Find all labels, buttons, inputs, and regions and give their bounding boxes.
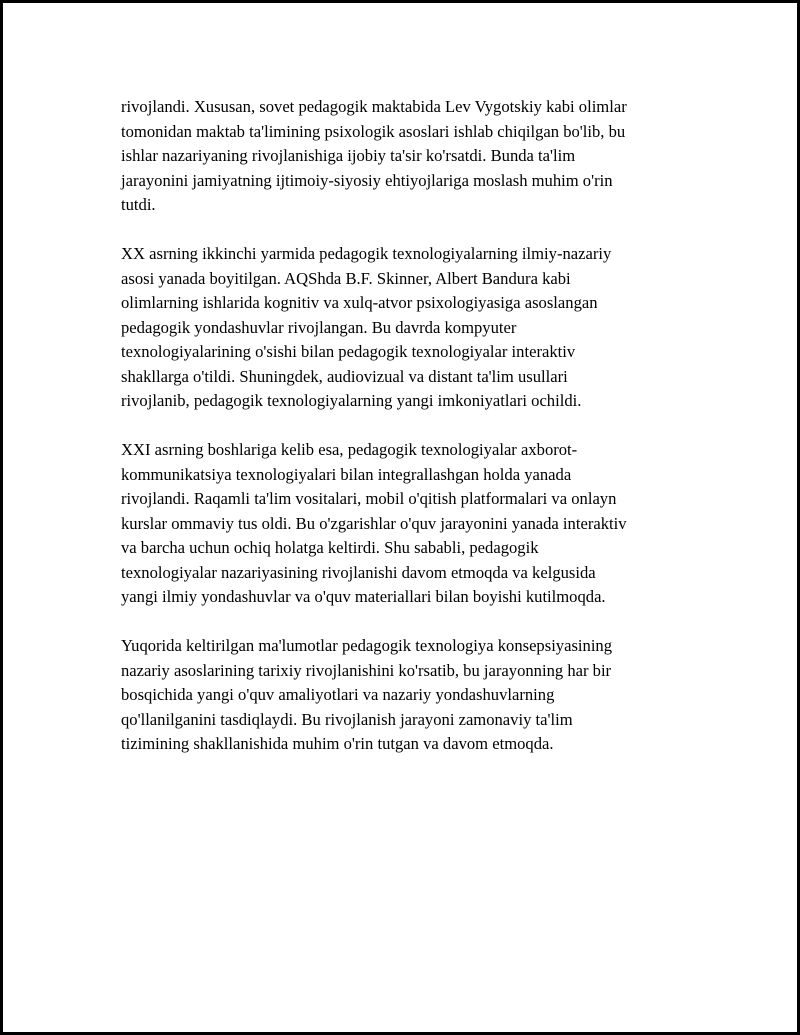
paragraph-3 — [121, 438, 701, 610]
text-line: texnologiyalarining o'sishi bilan pedagogik texnologiyalar interaktiv — [121, 342, 576, 361]
text-line: shakllarga o'tildi. Shuningdek, audiovizual va distant ta'lim usullari — [121, 366, 568, 386]
text-line: XX asrning ikkinchi yarmida pedagogik texnologiyalarning ilmiy-nazariy — [121, 244, 612, 263]
text-line: ishlar nazariyaning rivojlanishiga ijobiy ta'sir ko'rsatdi. Bunda ta'lim — [121, 146, 576, 165]
text-line: tomonidan maktab ta'limining psixologik asoslari ishlab chiqilgan bo'lib, bu — [121, 121, 626, 141]
paragraph-1 — [121, 95, 701, 218]
text-line: tutdi. — [121, 195, 156, 214]
text-line: asosi yanada boyitilgan. AQShda B.F. Skinner, Albert Bandura kabi — [121, 268, 571, 288]
text-line: rivojlandi. Xususan, sovet pedagogik maktabida Lev Vygotskiy kabi olimlar — [121, 97, 627, 116]
text-line: XXI asrning boshlariga kelib esa, pedagogik texnologiyalar axborot- — [121, 440, 578, 459]
text-line: rivojlanib, pedagogik texnologiyalarning yangi imkoniyatlari ochildi. — [121, 391, 582, 410]
text-line: kurslar ommaviy tus oldi. Bu o'zgarishlar o'quv jarayonini yanada interaktiv — [121, 513, 627, 533]
text-line: olimlarning ishlarida kognitiv va xulq-atvor psixologiyasiga asoslangan — [121, 293, 598, 312]
text-line: va barcha uchun ochiq holatga keltirdi. Shu sababli, pedagogik — [121, 538, 539, 557]
paragraph-4 — [121, 634, 701, 757]
text-line: nazariy asoslarining tarixiy rivojlanishini ko'rsatib, bu jarayonning har bir — [121, 660, 612, 680]
text-line: rivojlandi. Raqamli ta'lim vositalari, mobil o'qitish platformalari va onlayn — [121, 489, 617, 508]
document-body — [121, 95, 701, 781]
text-line: pedagogik yondashuvlar rivojlangan. Bu davrda kompyuter — [121, 317, 517, 337]
text-line: qo'llanilganini tasdiqlaydi. Bu rivojlanish jarayoni zamonaviy ta'lim — [121, 709, 573, 729]
text-line: yangi ilmiy yondashuvlar va o'quv materiallari bilan boyishi kutilmoqda. — [121, 587, 606, 606]
paragraph-2 — [121, 242, 701, 414]
text-line: jarayonini jamiyatning ijtimoiy-siyosiy ehtiyojlariga moslash muhim o'rin — [121, 170, 613, 190]
text-line: bosqichida yangi o'quv amaliyotlari va nazariy yondashuvlarning — [121, 685, 555, 704]
text-line: texnologiyalar nazariyasining rivojlanishi davom etmoqda va kelgusida — [121, 562, 596, 582]
text-line: kommunikatsiya texnologiyalari bilan integrallashgan holda yanada — [121, 464, 572, 484]
text-line: Yuqorida keltirilgan ma'lumotlar pedagogik texnologiya konsepsiyasining — [121, 636, 613, 655]
text-line: tizimining shakllanishida muhim o'rin tutgan va davom etmoqda. — [121, 734, 554, 753]
